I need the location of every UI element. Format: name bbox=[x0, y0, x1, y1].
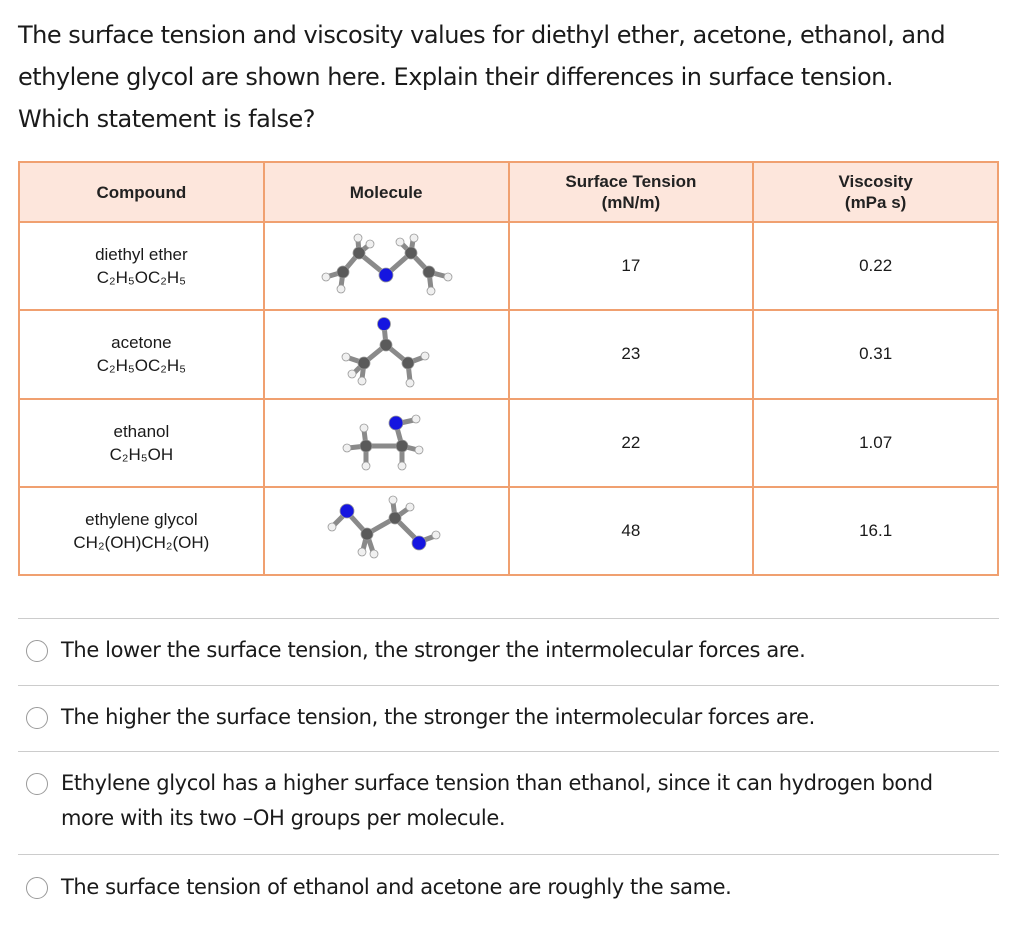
data-table bbox=[18, 161, 999, 576]
diethyl-ether-molecule-icon bbox=[301, 225, 471, 307]
compound-formula: CH₂(OH)CH₂(OH) bbox=[73, 532, 210, 552]
compound-formula: C₂H₅OC₂H₅ bbox=[96, 356, 186, 376]
radio-button[interactable] bbox=[26, 773, 48, 795]
compound-cell bbox=[19, 310, 264, 398]
header-viscosity-unit: (mPa s) bbox=[844, 193, 907, 212]
radio-button[interactable] bbox=[26, 707, 48, 729]
radio-button[interactable] bbox=[26, 640, 48, 662]
compound-cell bbox=[19, 222, 264, 310]
answer-choice-label[interactable]: The higher the surface tension, the stronger the intermolecular forces are. bbox=[61, 705, 815, 729]
header-surface-tension-unit: (mN/m) bbox=[601, 193, 661, 212]
question-line: The surface tension and viscosity values for diethyl ether, acetone, ethanol, and bbox=[18, 21, 946, 49]
question-text bbox=[18, 14, 1008, 140]
answer-choice-label[interactable]: The lower the surface tension, the stronger the intermolecular forces are. bbox=[61, 638, 806, 662]
molecule-cell bbox=[264, 487, 509, 575]
header-viscosity bbox=[753, 162, 998, 222]
answer-choice-4[interactable] bbox=[18, 854, 999, 924]
compound-name: ethylene glycol bbox=[85, 509, 198, 529]
header-compound: Compound bbox=[19, 162, 264, 222]
surface-tension-value: 17 bbox=[509, 222, 754, 310]
acetone-molecule-icon bbox=[326, 313, 446, 395]
header-surface-tension-label: Surface Tension bbox=[565, 172, 697, 191]
viscosity-value: 16.1 bbox=[753, 487, 998, 575]
compound-cell bbox=[19, 399, 264, 487]
ethanol-molecule-icon bbox=[326, 402, 446, 484]
molecule-cell bbox=[264, 310, 509, 398]
viscosity-value: 0.31 bbox=[753, 310, 998, 398]
compound-formula: C₂H₅OC₂H₅ bbox=[96, 268, 186, 288]
surface-tension-value: 23 bbox=[509, 310, 754, 398]
radio-button[interactable] bbox=[26, 877, 48, 899]
answer-choice-label[interactable]: Ethylene glycol has a higher surface tension than ethanol, since it can hydrogen bond more with its two –OH groups per molecule. bbox=[61, 771, 933, 830]
table-row bbox=[19, 222, 998, 310]
answer-choice-3[interactable] bbox=[18, 751, 999, 854]
molecule-cell bbox=[264, 399, 509, 487]
viscosity-value: 1.07 bbox=[753, 399, 998, 487]
header-molecule: Molecule bbox=[264, 162, 509, 222]
ethylene-glycol-molecule-icon bbox=[311, 490, 461, 572]
table-row bbox=[19, 310, 998, 398]
viscosity-value: 0.22 bbox=[753, 222, 998, 310]
table-row bbox=[19, 399, 998, 487]
compound-cell bbox=[19, 487, 264, 575]
question-line: ethylene glycol are shown here. Explain their differences in surface tension. bbox=[18, 63, 893, 91]
answer-choice-2[interactable] bbox=[18, 685, 999, 751]
answer-choice-label[interactable]: The surface tension of ethanol and acetone are roughly the same. bbox=[61, 875, 732, 899]
answer-choices bbox=[18, 618, 999, 924]
table-header-row bbox=[19, 162, 998, 222]
question-line: Which statement is false? bbox=[18, 105, 315, 133]
compound-formula: C₂H₅OH bbox=[109, 444, 174, 464]
surface-tension-value: 22 bbox=[509, 399, 754, 487]
header-surface-tension bbox=[509, 162, 754, 222]
answer-choice-1[interactable] bbox=[18, 618, 999, 685]
table-row bbox=[19, 487, 998, 575]
compound-name: acetone bbox=[111, 333, 172, 353]
compound-name: ethanol bbox=[113, 421, 170, 441]
molecule-cell bbox=[264, 222, 509, 310]
surface-tension-value: 48 bbox=[509, 487, 754, 575]
compound-name: diethyl ether bbox=[95, 245, 188, 265]
header-viscosity-label: Viscosity bbox=[838, 172, 913, 191]
